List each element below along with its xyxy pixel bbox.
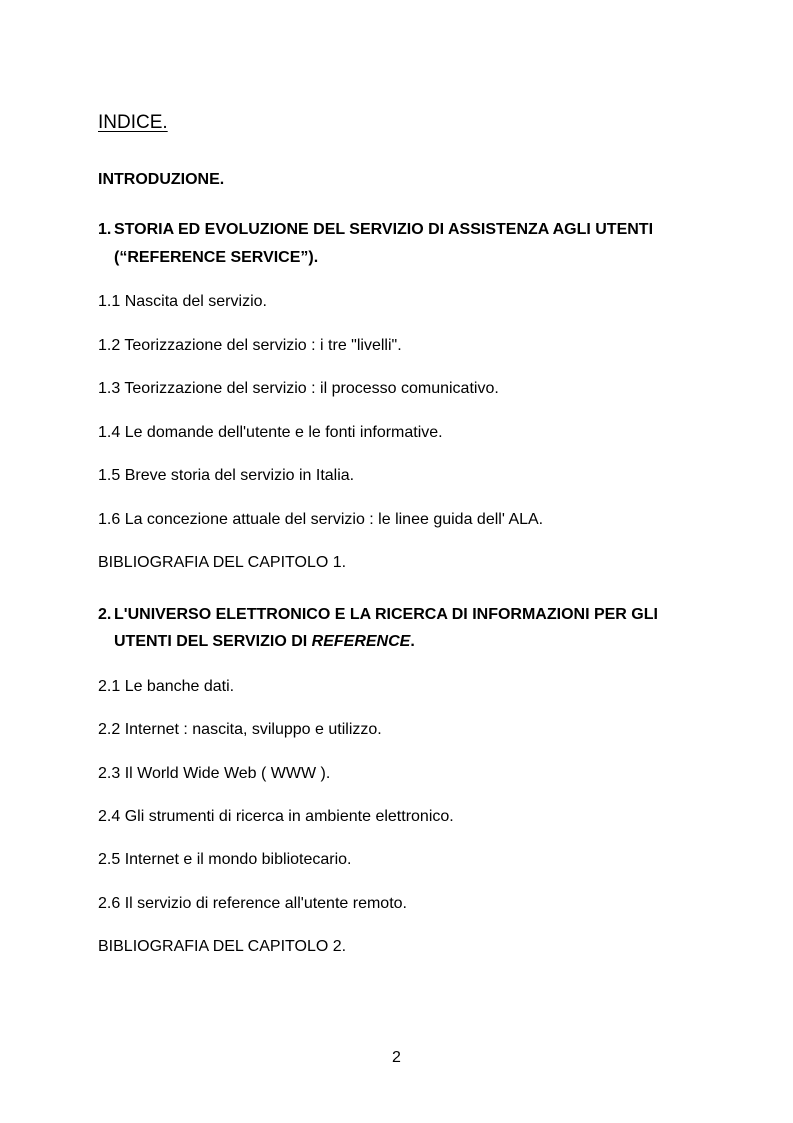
chapter-1-title-line1: STORIA ED EVOLUZIONE DEL SERVIZIO DI ASSISTENZA AGLI UTENTI [114,221,654,238]
section-2-5: 2.5 Internet e il mondo bibliotecario. [98,851,352,868]
chapter-2-bibliography: BIBLIOGRAFIA DEL CAPITOLO 2. [98,938,347,955]
chapter-1-number: 1. [98,221,112,238]
section-1-2: 1.2 Teorizzazione del servizio : i tre "livelli". [98,337,402,354]
section-1-1: 1.1 Nascita del servizio. [98,293,267,310]
section-1-6: 1.6 La concezione attuale del servizio : le linee guida dell' ALA. [98,511,544,528]
chapter-1-bibliography: BIBLIOGRAFIA DEL CAPITOLO 1. [98,554,347,571]
section-2-3: 2.3 Il World Wide Web ( WWW ). [98,765,331,782]
section-1-3: 1.3 Teorizzazione del servizio : il processo comunicativo. [98,380,499,397]
section-1-4: 1.4 Le domande dell'utente e le fonti informative. [98,424,443,441]
chapter-2-title-line1: L'UNIVERSO ELETTRONICO E LA RICERCA DI INFORMAZIONI PER GLI [114,606,658,623]
chapter-2-title-italic: REFERENCE [311,633,411,650]
page-number: 2 [392,1049,401,1066]
page-title: INDICE. [98,112,168,133]
section-1-5: 1.5 Breve storia del servizio in Italia. [98,467,355,484]
section-2-6: 2.6 Il servizio di reference all'utente remoto. [98,895,407,912]
introduction-entry: INTRODUZIONE. [98,171,225,188]
section-2-1: 2.1 Le banche dati. [98,678,235,695]
chapter-2-number: 2. [98,606,112,623]
chapter-1-title-line2: (“REFERENCE SERVICE”). [114,249,319,266]
section-2-4: 2.4 Gli strumenti di ricerca in ambiente elettronico. [98,808,454,825]
chapter-1-heading [98,220,653,240]
chapter-2-title-suffix: . [410,633,415,650]
chapter-2-title-line2 [114,632,415,652]
section-2-2: 2.2 Internet : nascita, sviluppo e utilizzo. [98,721,382,738]
chapter-2-heading [98,605,658,625]
chapter-2-title-prefix: UTENTI DEL SERVIZIO DI [114,633,312,650]
